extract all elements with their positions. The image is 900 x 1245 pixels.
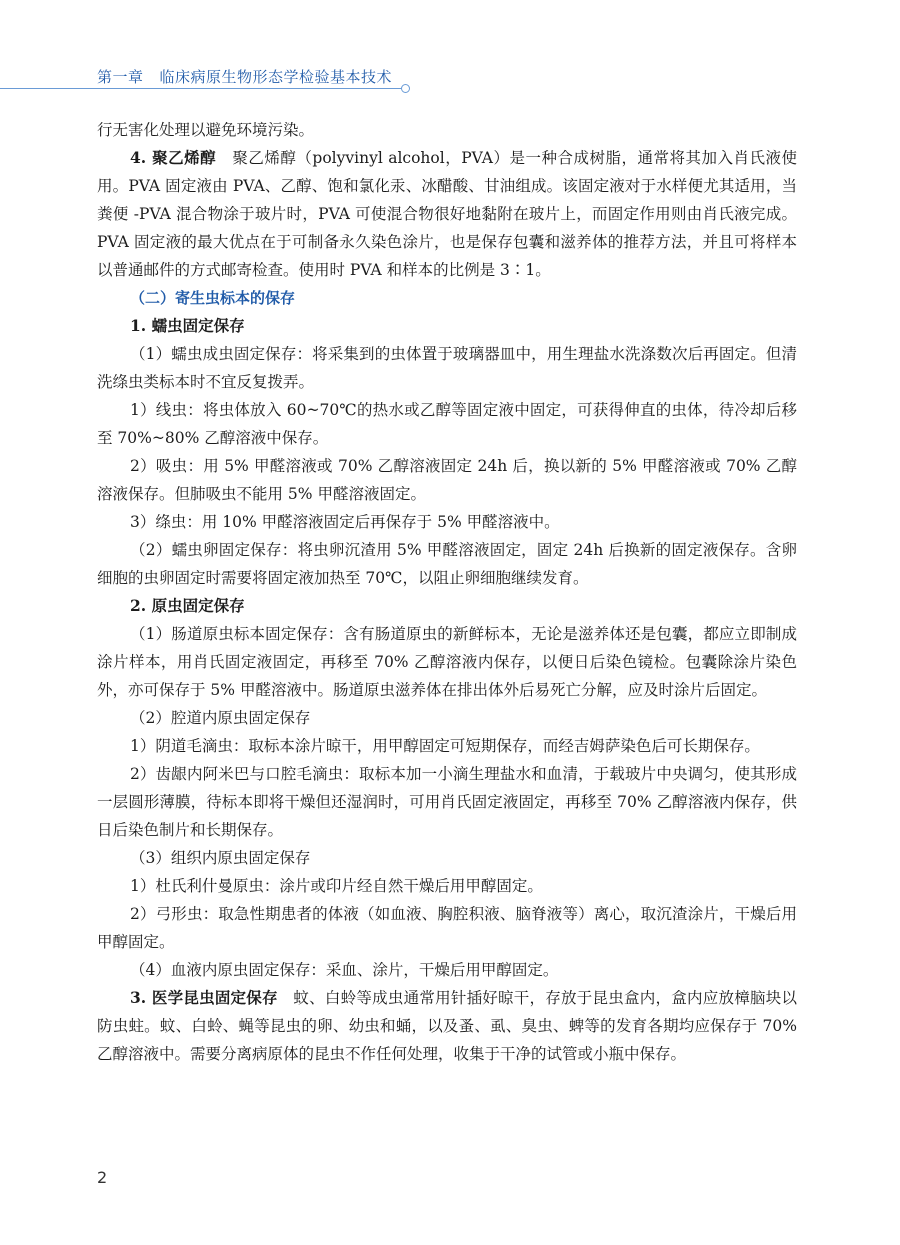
chapter-title: 临床病原生物形态学检验基本技术 [159,68,393,86]
page-number: 2 [97,1168,108,1187]
section-heading-text: （二）寄生虫标本的保存 [130,289,296,307]
subsection-heading-text: 2. 原虫固定保存 [130,596,245,615]
paragraph-text: 聚乙烯醇（polyvinyl alcohol，PVA）是一种合成树脂，通常将其加入肖氏液使用。PVA 固定液由 PVA、乙醇、饱和氯化汞、冰醋酸、甘油组成。该固定液对于水样便尤其适用，当粪便 -PVA 混合物涂于玻片时，PVA 可使混合物很好地黏附在玻片上，而固定作用则由肖氏液完成。PVA 固定液的最大优点在于可制备永久染色涂片，也是保存包囊和滋养体的推荐方法，并且可将样本以普通邮件的方式邮寄检查。使用时 PVA 和样本的比例是 3∶1。 [97,149,798,279]
paragraph: 3）绦虫：用 10% 甲醛溶液固定后再保存于 5% 甲醛溶液中。 [130,513,560,531]
subsection-heading-text: 1. 蠕虫固定保存 [130,316,245,335]
paragraph-text: 蚊、白蛉等成虫通常用针插好晾干，存放于昆虫盒内，盒内应放樟脑块以防虫蛀。蚊、白蛉、蝇等昆虫的卵、幼虫和蛹，以及蚤、虱、臭虫、蜱等的发育各期均应保存于 70% 乙醇溶液中。需要分离病原体的昆虫不作任何处理，收集于干净的试管或小瓶中保存。 [97,989,798,1063]
paragraph [97,144,797,284]
header-rule-dot [401,84,410,93]
item-heading: 4. 聚乙烯醇 [130,148,217,167]
paragraph: 1）杜氏利什曼原虫：涂片或印片经自然干燥后用甲醇固定。 [130,877,543,895]
paragraph: 2）弓形虫：取急性期患者的体液（如血液、胸腔积液、脑脊液等）离心，取沉渣涂片，干燥后用甲醇固定。 [97,905,797,951]
paragraph: 行无害化处理以避免环境污染。 [97,121,315,139]
subsection-heading [97,312,797,340]
section-heading [97,284,797,312]
chapter-number: 第一章 [97,68,144,86]
running-header [97,66,392,87]
subsection-heading [97,592,797,620]
paragraph [97,984,797,1068]
paragraph: （2）蠕虫卵固定保存：将虫卵沉渣用 5% 甲醛溶液固定，固定 24h 后换新的固定液保存。含卵细胞的虫卵固定时需要将固定液加热至 70℃，以阻止卵细胞继续发育。 [97,541,797,587]
paragraph: （1）肠道原虫标本固定保存：含有肠道原虫的新鲜标本，无论是滋养体还是包囊，都应立即制成涂片样本，用肖氏固定液固定，再移至 70% 乙醇溶液内保存，以便日后染色镜检。包囊除涂片染色外，亦可保存于 5% 甲醛溶液中。肠道原虫滋养体在排出体外后易死亡分解，应及时涂片后固定。 [97,625,797,699]
paragraph: （3）组织内原虫固定保存 [130,849,311,867]
paragraph: 2）齿龈内阿米巴与口腔毛滴虫：取标本加一小滴生理盐水和血清，于载玻片中央调匀，使其形成一层圆形薄膜，待标本即将干燥但还湿润时，可用肖氏固定液固定，再移至 70% 乙醇溶液内保存，供日后染色制片和长期保存。 [97,765,797,839]
header-rule [0,88,402,89]
item-heading: 3. 医学昆虫固定保存 [130,988,278,1007]
paragraph: 1）线虫：将虫体放入 60~70℃的热水或乙醇等固定液中固定，可获得伸直的虫体，待冷却后移至 70%~80% 乙醇溶液中保存。 [97,401,797,447]
paragraph: （4）血液内原虫固定保存：采血、涂片，干燥后用甲醇固定。 [130,961,559,979]
paragraph: （1）蠕虫成虫固定保存：将采集到的虫体置于玻璃器皿中，用生理盐水洗涤数次后再固定。但清洗绦虫类标本时不宜反复拨弄。 [97,345,797,391]
paragraph: （2）腔道内原虫固定保存 [130,709,311,727]
paragraph: 1）阴道毛滴虫：取标本涂片晾干，用甲醇固定可短期保存，而经吉姆萨染色后可长期保存。 [130,737,760,755]
paragraph: 2）吸虫：用 5% 甲醛溶液或 70% 乙醇溶液固定 24h 后，换以新的 5% 甲醛溶液或 70% 乙醇溶液保存。但肺吸虫不能用 5% 甲醛溶液固定。 [97,457,797,503]
page-body [97,116,797,1068]
